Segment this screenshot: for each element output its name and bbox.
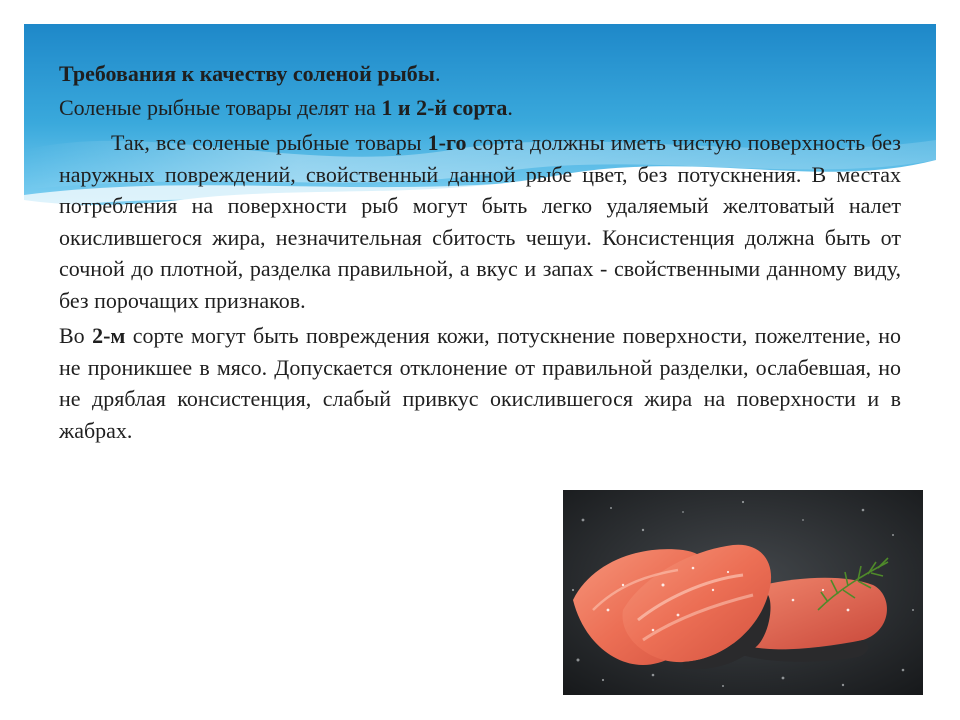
grades-line: Соленые рыбные товары делят на 1 и 2-й сорта. bbox=[59, 94, 513, 120]
salmon-photo bbox=[563, 490, 923, 695]
slide-title: Требования к качеству соленой рыбы. bbox=[59, 61, 441, 86]
paragraph-first-grade: Так, все соленые рыбные товары 1-го сорта должны иметь чистую поверхность без наружных повреждений, свойственный данной рыбе цвет, без потускнения. В местах потребления на поверхности рыб могут быть легко удаляемый желтоватый налет окислившегося жира, незначительная сбитость чешуи. Консистенция должна быть от сочной до плотной, разделка правильной, а вкус и запах - свойственными данному виду, без порочащих признаков. bbox=[59, 130, 901, 313]
text-content bbox=[59, 58, 901, 446]
paragraph-second-grade: Во 2-м сорте могут быть повреждения кожи, потускнение поверхности, пожелтение, но не проникшее в мясо. Допускается отклонение от правильной разделки, ослабевшая, но не дряблая консистенция, слабый привкус окислившегося жира на поверхности и в жабрах. bbox=[59, 323, 901, 443]
